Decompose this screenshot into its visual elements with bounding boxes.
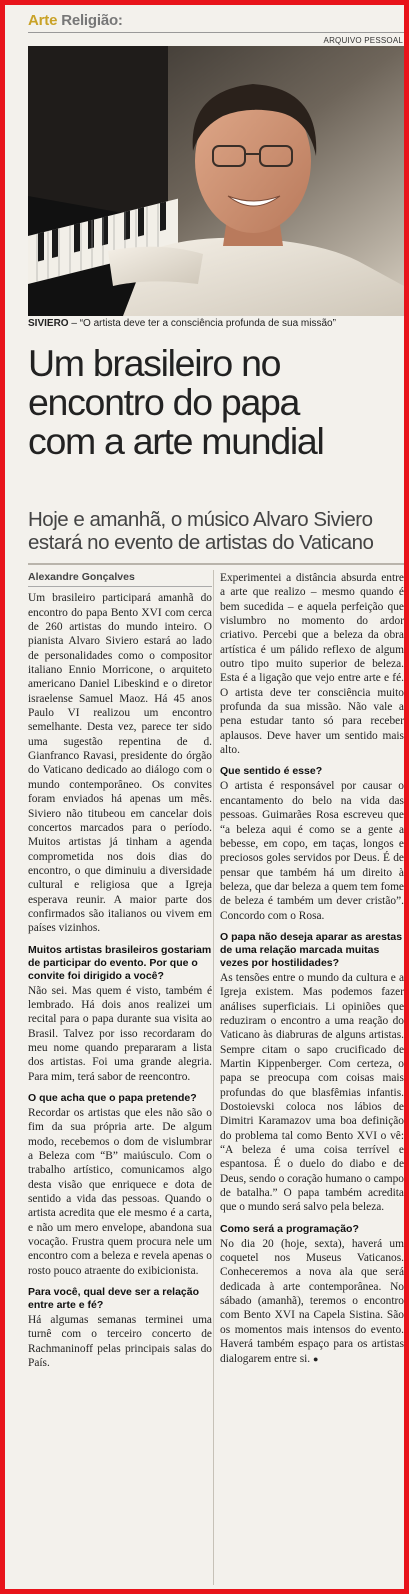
article — [10, 10, 409, 1594]
left-column — [28, 570, 212, 1371]
photo-caption — [28, 318, 404, 329]
headline-line: com a arte mundial — [28, 420, 324, 462]
section-label-religiao: Religião: — [61, 12, 123, 29]
byline: Alexandre Gonçalves — [28, 570, 212, 587]
right-column — [220, 570, 404, 1366]
question-2: O que acha que o papa pretende? — [28, 1092, 197, 1104]
answer-2: Recordar os artistas que eles não são o fim da sua própria arte. De algum modo, recebemos o dom de vislumbrar a Beleza com “B” maiúsculo. Com o trabalho artístico, comunicamos algo desta visão que enriquece e dota de sentido a vida das pessoas. Quando o artista acredita que ele mesmo é a carta, e não um mero envelope, abandona sua vocação. Frustra quem procura nele um encontro com a beleza e revela apenas o rosto pouco atraente do exibicionista. — [28, 1107, 212, 1277]
question-6: Como será a programação? — [220, 1222, 359, 1235]
subheadline-line: Hoje e amanhã, o músico Alvaro Siviero — [28, 508, 373, 531]
intro-paragraph: Um brasileiro participará amanhã do encontro do papa Bento XVI com cerca de 260 artistas do mundo inteiro. O pianista Alvaro Siviero estará ao lado de personalidades como o compositor italiano Ennio Morricone, o arquiteto americano Daniel Libeskind e o diretor israelense Samuel Maoz. Há 45 anos Paulo VI realizou um encontro semelhante. Desta vez, parece ter sido uma sugestão repentina de d. Gianfranco Ravasi, presidente do órgão do Vaticano dedicado ao diálogo com o mundo contemporâneo. Os convites foram enviados há apenas um mês. Siviero não titubeou em cancelar dois concertos marcados para o período. Muitos artistas já tinham a agenda comprometida nos dois dias do encontro, o que diminuiu a diversidade cultural e religiosa que a Igreja esperava reunir. A maior parte dos confirmados são italianos ou vivem em países vizinhos. — [28, 592, 212, 935]
answer-5: As tensões entre o mundo da cultura e a Igreja existem. Mas podemos fazer análises superficiais. Li opiniões que reduziram o encontro a uma reação do Vaticano às diabruras de alguns artistas. Sempre citam o sapo crucificado de Martin Kippenberger. Com certeza, o papa se preocupa com coisas mais profundas do que blasfêmias infantis. Dostoievski coloca nos lábios de Dimitri Karamazov uma boa definição do problema tal como Bento XVI o vê: “A beleza é uma coisa terrível e espantosa. É o duelo do diabo e de Deus, sendo o coração humano o campo de batalha.” O papa também acredita que o mundo será salvo pela beleza. — [220, 971, 404, 1214]
subheadline-rule — [28, 563, 404, 565]
section-label — [28, 12, 123, 30]
photo-siviero-piano — [28, 46, 404, 316]
question-5: O papa não deseja aparar as arestas de uma relação marcada muitas vezes por hostilidades? — [220, 930, 403, 969]
end-mark: ● — [313, 1353, 319, 1364]
question-1: Muitos artistas brasileiros gostariam de participar do evento. Por que o convite foi dirigido a você? — [28, 943, 212, 982]
answer-6 — [220, 1237, 404, 1366]
question-4: Que sentido é esse? — [220, 765, 323, 778]
question-3: Para você, qual deve ser a relação entre arte e fé? — [28, 1286, 200, 1312]
caption-quote: – “O artista deve ter a consciência profunda de sua missão” — [68, 318, 336, 329]
section-label-arte: Arte — [28, 12, 58, 29]
section-rule — [28, 32, 404, 33]
caption-name: SIVIERO — [28, 318, 69, 329]
answer-4: O artista é responsável por causar o encantamento do belo na vida das pessoas. Guimarães Rosa escreveu que “a beleza aqui é como se a gente a bebesse, em copo, em taças, longos e preciosos goles servidos por Deus. É de pensar que também há um direito à beleza, que dar beleza a quem tem fome de beleza é também um dever cristão”. Concordo com o Rosa. — [220, 780, 404, 922]
answer-6-text: No dia 20 (hoje, sexta), haverá um coquetel nos Museus Vaticanos. Conheceremos a nova ala que será dedicada à arte contemporânea. No sábado (amanhã), teremos o encontro com Bento XVI na Capela Sistina. São os momentos mais intensos do evento. Haverá também espaço para os artistas dialogarem entre si. — [220, 1237, 404, 1365]
photo-illustration — [28, 46, 404, 316]
headline — [28, 344, 404, 461]
headline-line: Um brasileiro no — [28, 342, 281, 384]
subheadline — [28, 508, 404, 554]
answer-1: Não sei. Mas quem é visto, também é lembrado. Há dois anos realizei um recital para o papa durante sua visita ao Brasil. Talvez por isso recordaram do meu nome quando prepararam a lista dos artistas. Foi uma grande alegria. Para mim, terá sabor de reencontro. — [28, 984, 212, 1083]
column-divider — [213, 570, 214, 1585]
photo-credit: ARQUIVO PESSOAL — [323, 36, 403, 45]
answer-3-continued: Experimentei a distância absurda entre a arte que realizo – mesmo quando é bem sucedida – e aquela perfeição que vislumbro no momento do ardor criativo. Percebi que a beleza da obra artística é um pálido reflexo de algum outro tipo muito superior de beleza. Esta é a ligação que vejo entre arte e fé. O artista deve ter consciência muito profunda da sua missão. Não vale a pena estudar tanto só para receber aplausos. Deve haver um sentido mais alto. — [220, 572, 404, 757]
answer-3: Há algumas semanas terminei uma turnê com o terceiro concerto de Rachmaninoff pelas principais salas do País. — [28, 1314, 212, 1370]
headline-line: encontro do papa — [28, 381, 300, 423]
subheadline-line: estará no evento de artistas do Vaticano — [28, 531, 374, 554]
